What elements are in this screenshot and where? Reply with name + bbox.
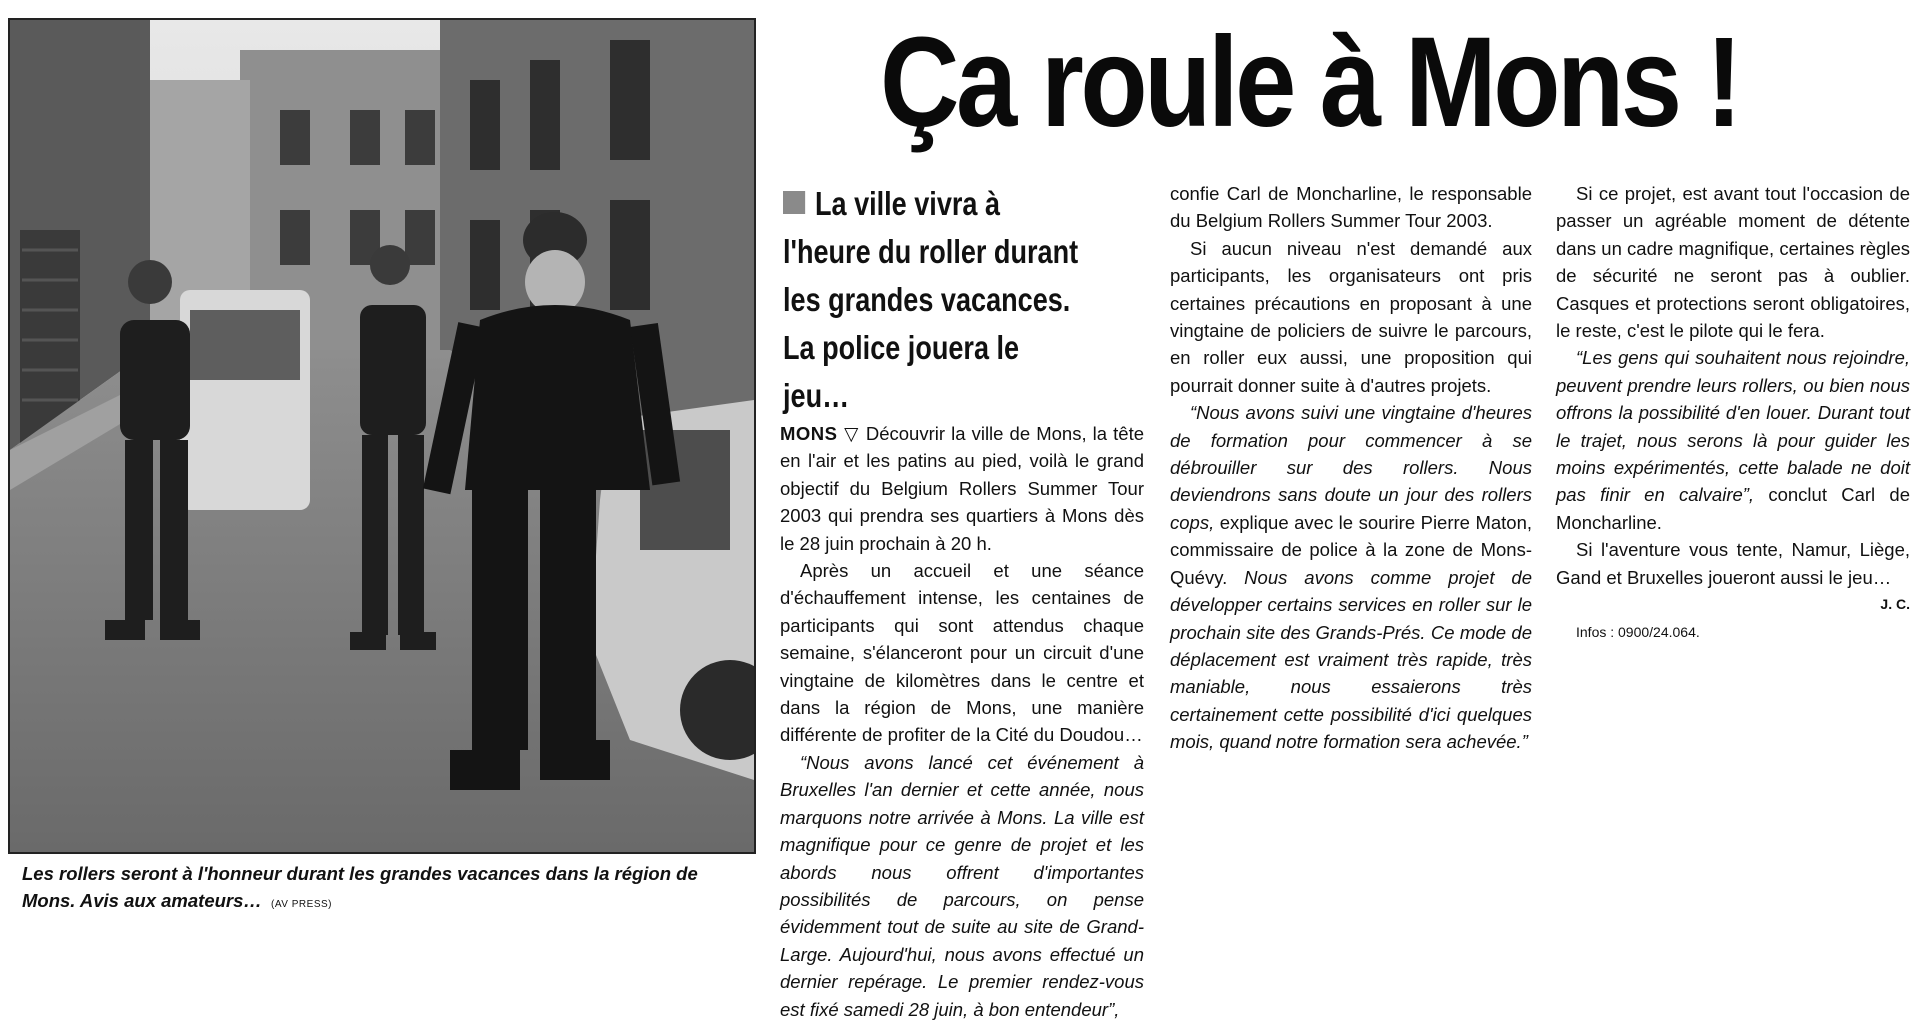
- photo-credit: (AV PRESS): [271, 899, 332, 910]
- paragraph-2: Après un accueil et une séance d'échauffement intense, les centaines de participants qui sont attendus chaque semaine, s'élanceront pour un circuit d'une vingtaine de kilomètres dans le centre et dans la région de Mons, une manière différente de profiter de la Cité du Doudou…: [780, 560, 1144, 746]
- deck-subtitle: [783, 180, 1078, 420]
- article-column-3: [1556, 180, 1910, 646]
- paragraph-7-quote: “Les gens qui souhaitent nous rejoindre, peuvent prendre leurs rollers, ou bien nous offrons la possibilité d'en louer. Durant tout le trajet, nous serons là pour guider les moins expérimentés, cette balade ne doit pas finir en calvaire”,: [1556, 347, 1910, 506]
- headline: Ça roule à Mons !: [880, 11, 1739, 154]
- paragraph-4: Si aucun niveau n'est demandé aux participants, les organisateurs ont pris certaines précautions en proposant à une vingtaine de policiers de suivre le parcours, en roller eux aussi, une proposition qui pourrait donner suite à d'autres projets.: [1170, 237, 1532, 396]
- paragraph-3-continued: [1170, 180, 1532, 235]
- paragraph-7-attribution: conclut Carl de Moncharline.: [1556, 484, 1910, 533]
- paragraph-3-attribution: confie Carl de Moncharline, le responsable du Belgium Rollers Summer Tour 2003.: [1170, 183, 1532, 232]
- dateline: MONS ▽: [780, 423, 860, 444]
- deck-text: La ville vivra à l'heure du roller durant les grandes vacances. La police jouera le jeu…: [783, 185, 1079, 414]
- paragraph-5-quote-a: “Nous avons suivi une vingtaine d'heures de formation pour commencer à se débrouiller sur des rollers. Nous deviendrons sans doute un jour des rollers cops,: [1170, 402, 1532, 533]
- paragraph-6: Si ce projet, est avant tout l'occasion de passer un agréable moment de détente dans un cadre magnifique, certaines règles de sécurité ne seront pas à oublier. Casques et protections seront obligatoires, le reste, c'est le pilote qui le fera.: [1556, 183, 1910, 342]
- paragraph-3-quote-start: [780, 749, 1144, 1023]
- paragraph-8: Si l'aventure vous tente, Namur, Liège, Gand et Bruxelles joueront aussi le jeu…: [1556, 539, 1910, 588]
- paragraph-5-attribution: explique avec le sourire Pierre Maton, commissaire de police à la zone de Mons-Quévy.: [1170, 511, 1532, 588]
- infos-line: Infos : 0900/24.064.: [1576, 623, 1700, 640]
- paragraph-5-quote-b: Nous avons comme projet de développer certains services en roller sur le prochain site des Grands-Prés. Ce mode de déplacement est vraiment très rapide, très maniable, nous essaierons très certainement cette possibilité d'ici quelques mois, quand notre formation sera achevée.”: [1170, 566, 1532, 753]
- caption-text: Les rollers seront à l'honneur durant les grandes vacances dans la région de Mons. Avis aux amateurs…: [22, 863, 698, 911]
- paragraph-3-quote-text: “Nous avons lancé cet événement à Bruxelles l'an dernier et cette année, nous marquons notre arrivée à Mons. La ville est magnifique pour ce genre de projet et les abords nous offrent d'importantes possibilités de parcours, on pense évidemment tout de suite au site de Grand-Large. Aujourd'hui, nous avons effectué un dernier repérage. Le premier rendez-vous est fixé samedi 28 juin, à bon entendeur”,: [780, 751, 1144, 1020]
- paragraph-7: [1556, 344, 1910, 536]
- article-column-2: [1170, 180, 1532, 756]
- photo-rollers-street: [10, 20, 754, 852]
- article-column-1: [780, 420, 1144, 1023]
- article-photo: [8, 18, 756, 854]
- paragraph-5: [1170, 399, 1532, 755]
- author-signature: J. C.: [1880, 596, 1910, 613]
- paragraph-1-text: Découvrir la ville de Mons, la tête en l'air et les patins au pied, voilà le grand objectif du Belgium Rollers Summer Tour 2003 qui prendra ses quartiers à Mons dès le 28 juin prochain à 20 h.: [780, 423, 1145, 554]
- photo-caption: [22, 860, 752, 918]
- deck-square-icon: [783, 191, 805, 214]
- paragraph-1: [780, 420, 1144, 557]
